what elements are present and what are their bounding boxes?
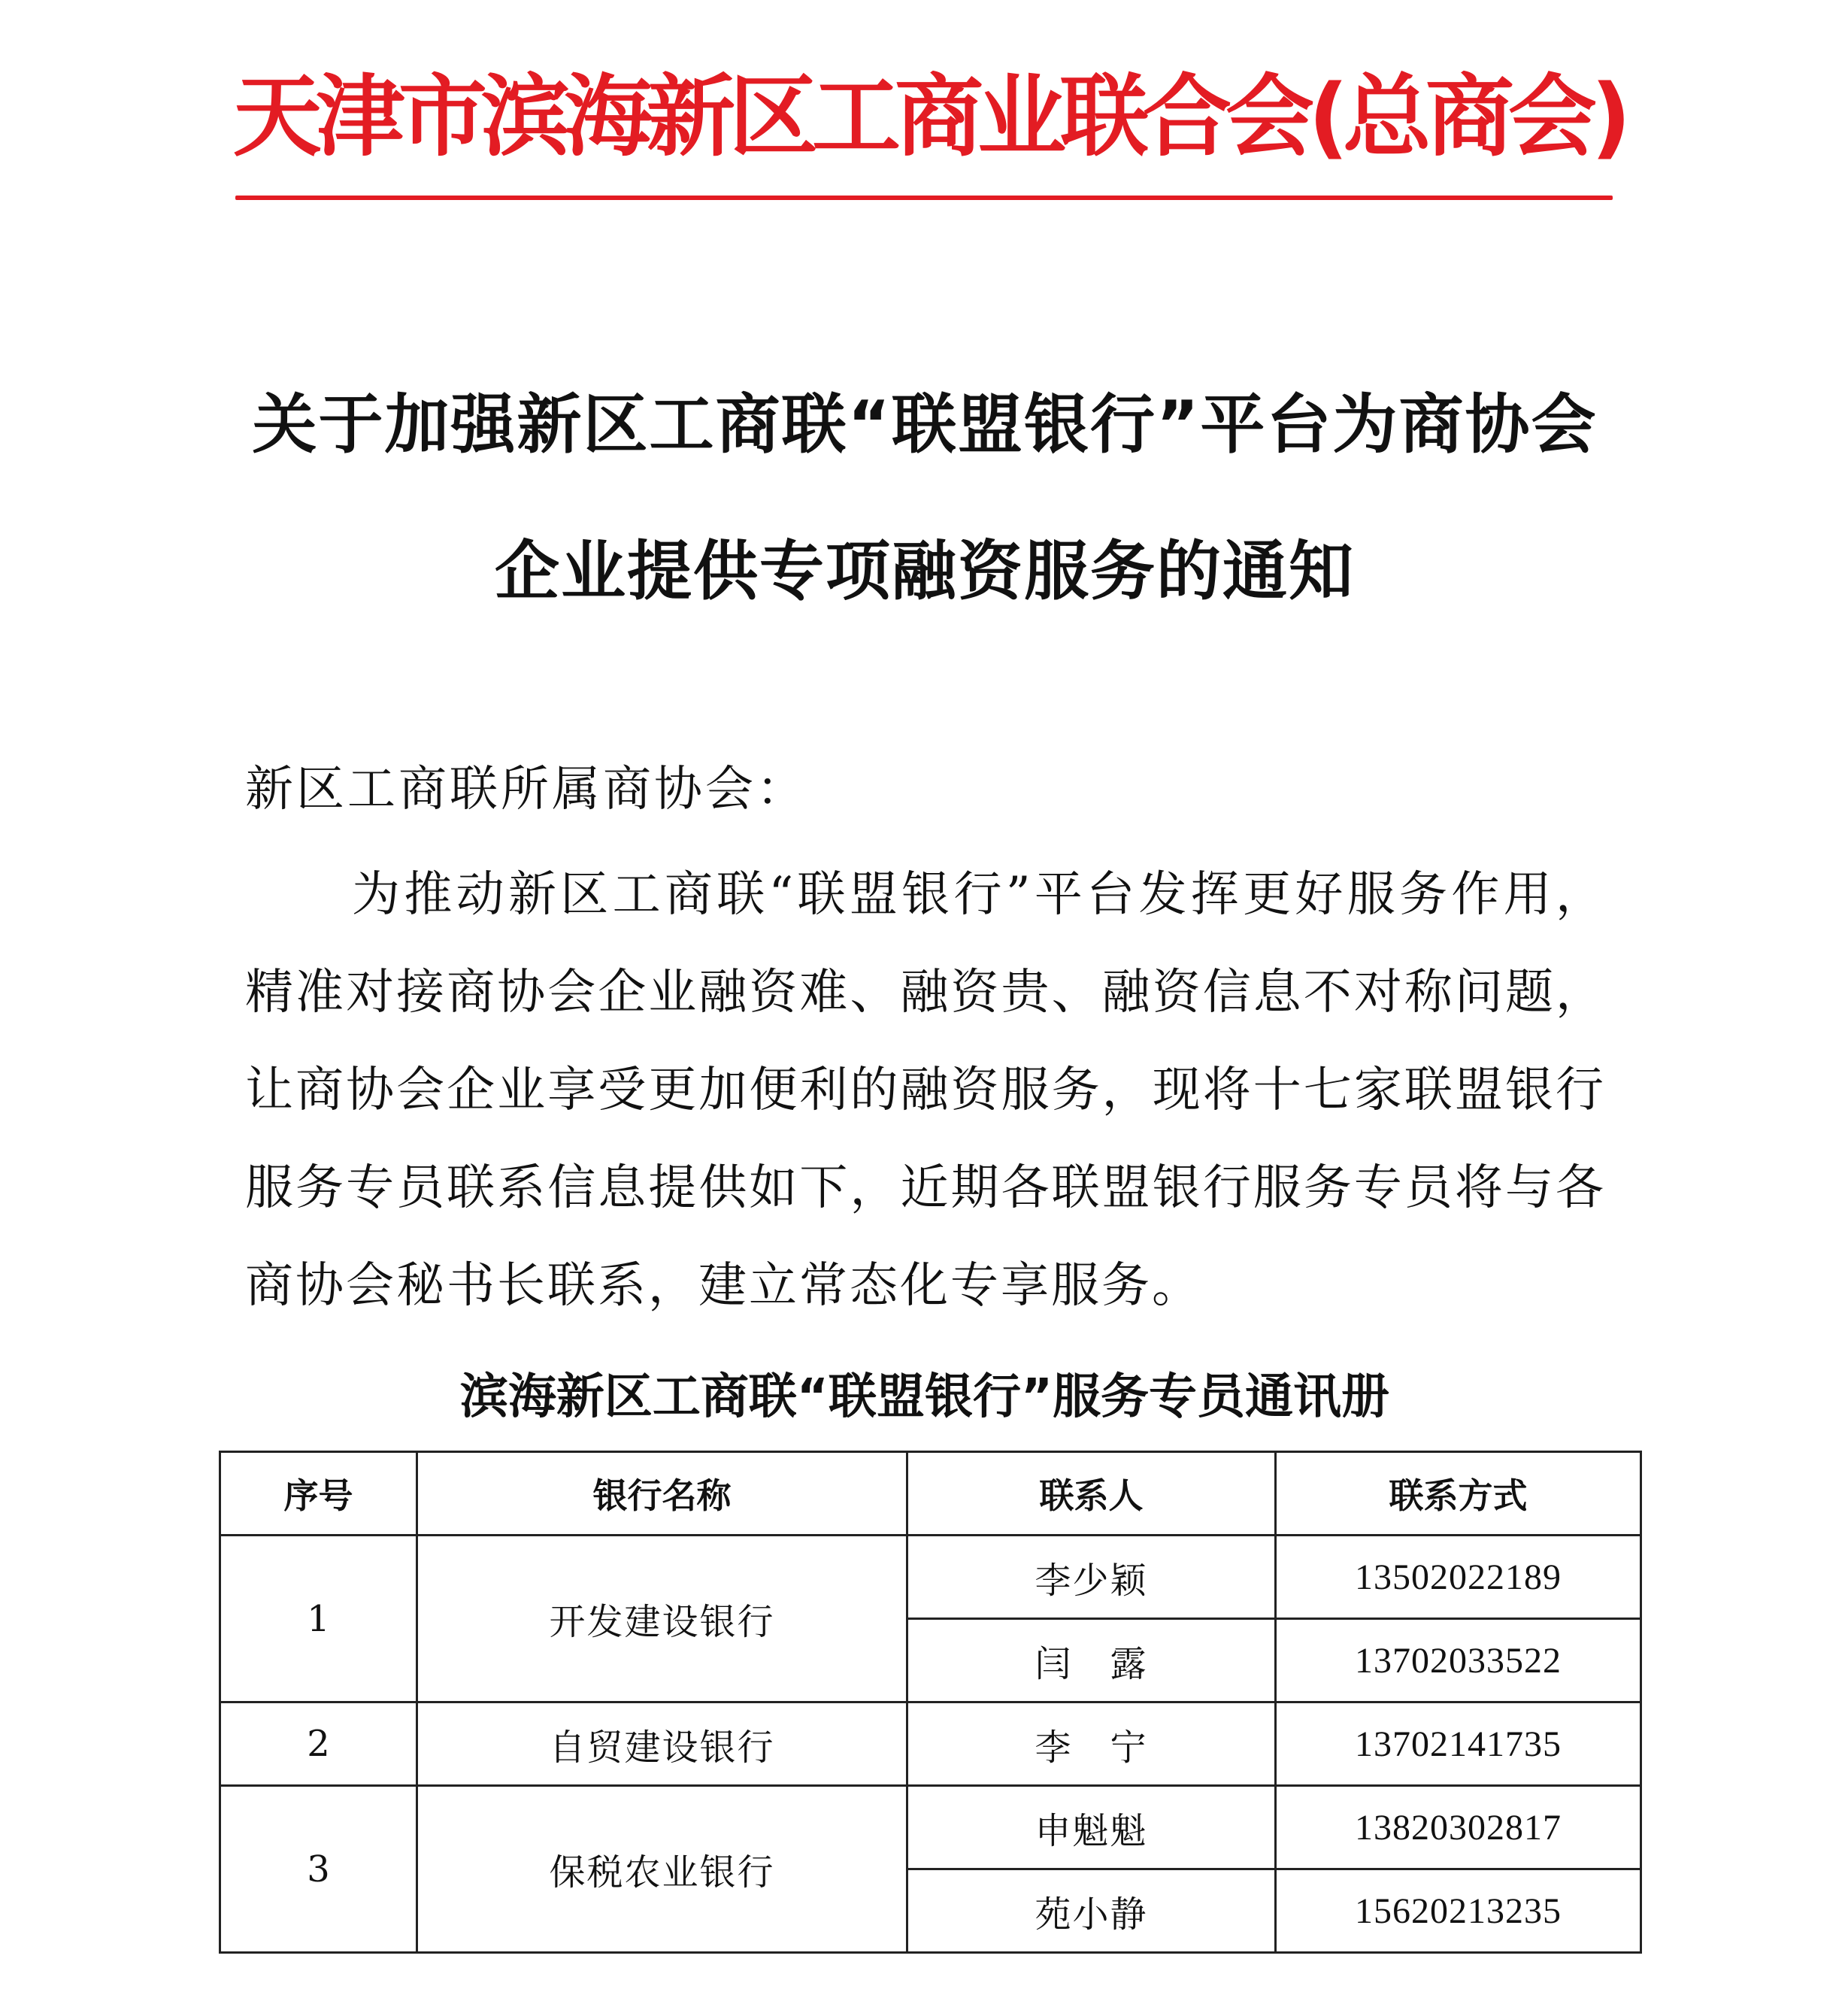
cell-contact-name: 李 宁 [907,1702,1276,1786]
cell-contact-name: 申魁魁 [907,1786,1276,1869]
document-title-line-1: 关于加强新区工商联“联盟银行”平台为商协会 [252,387,1598,462]
masthead-divider [235,196,1613,200]
cell-phone: 13502022189 [1276,1536,1641,1619]
table-row [220,1702,1641,1786]
cell-phone: 13702141735 [1276,1702,1641,1786]
cell-serial-no: 1 [220,1536,417,1702]
table-header-row [220,1452,1641,1536]
table-row [220,1786,1641,1869]
cell-contact-name: 苑小静 [907,1869,1276,1953]
contact-table [219,1451,1642,1954]
cell-serial-no: 2 [220,1702,417,1786]
cell-phone: 15620213235 [1276,1869,1641,1953]
cell-contact-name: 闫 露 [907,1619,1276,1702]
cell-bank-name: 保税农业银行 [417,1786,907,1953]
table-row [220,1536,1641,1619]
header-contact-method: 联系方式 [1276,1452,1641,1536]
salutation: 新区工商联所属商协会： [245,762,807,817]
cell-contact-name: 李少颖 [907,1536,1276,1619]
contact-table-title: 滨海新区工商联“联盟银行”服务专员通讯册 [459,1369,1390,1425]
header-bank-name: 银行名称 [417,1452,907,1536]
cell-phone: 13702033522 [1276,1619,1641,1702]
cell-phone: 13820302817 [1276,1786,1641,1869]
body-paragraph: 为推动新区工商联“联盟银行”平台发挥更好服务作用，精准对接商协会企业融资难、融资贵、融资信息不对称问题，让商协会企业享受更加便利的融资服务，现将十七家联盟银行服务专员联系信息提供如下，近期各联盟银行服务专员将与各商协会秘书长联系，建立常态化专享服务。 [245,867,1606,1314]
cell-bank-name: 自贸建设银行 [417,1702,907,1786]
masthead-org-name: 天津市滨海新区工商业联合会(总商会) [233,65,1625,168]
cell-serial-no: 3 [220,1786,417,1953]
document-title-line-2: 企业提供专项融资服务的通知 [495,534,1355,609]
header-contact-person: 联系人 [907,1452,1276,1536]
cell-bank-name: 开发建设银行 [417,1536,907,1702]
header-serial-no: 序号 [220,1452,417,1536]
